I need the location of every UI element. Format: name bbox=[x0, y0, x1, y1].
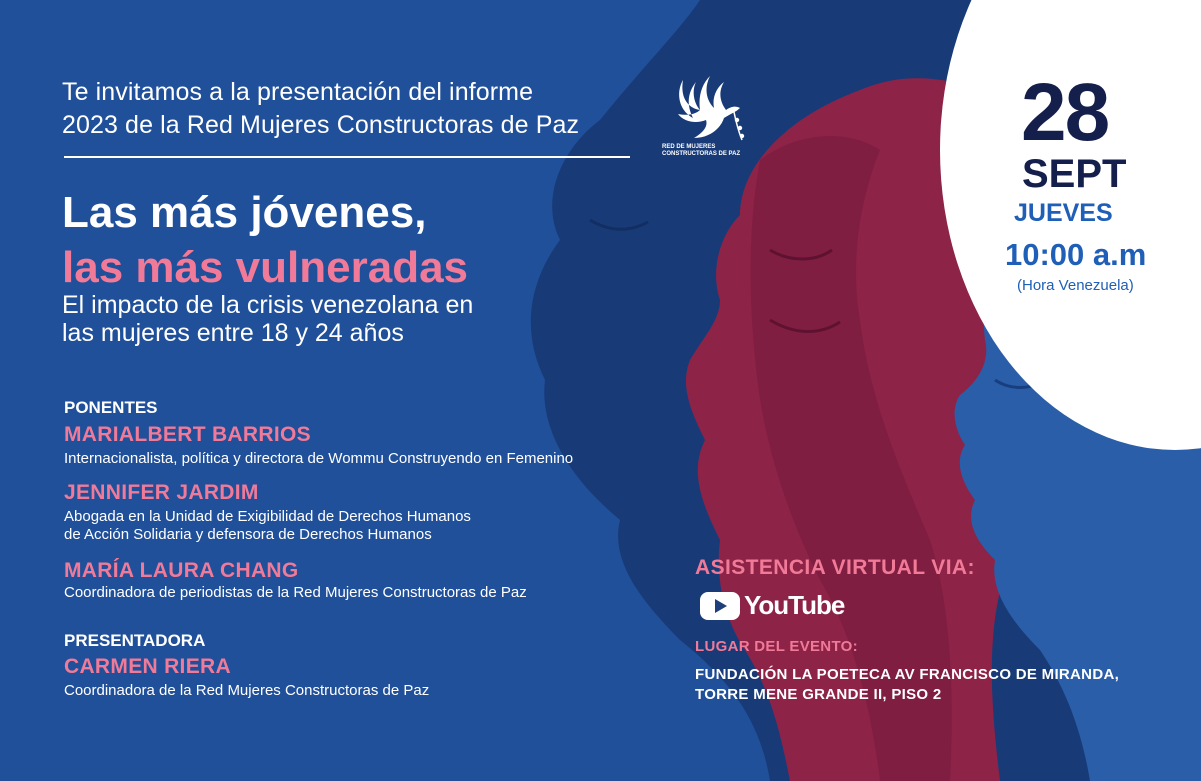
event-day: 28 bbox=[1021, 67, 1109, 158]
speaker-name: JENNIFER JARDIM bbox=[64, 481, 259, 504]
venue-address-line-2: TORRE MENE GRANDE II, PISO 2 bbox=[695, 686, 942, 703]
invitation-line-2: 2023 de la Red Mujeres Constructoras de Paz bbox=[62, 111, 580, 139]
youtube-play-icon bbox=[700, 592, 740, 620]
event-weekday: JUEVES bbox=[1014, 199, 1113, 227]
subtitle-line-1: El impacto de la crisis venezolana en bbox=[62, 291, 474, 319]
title-line-2: las más vulneradas bbox=[62, 243, 469, 292]
logo-text-line-1: RED DE MUJERES bbox=[662, 144, 716, 150]
virtual-attendance-heading: ASISTENCIA VIRTUAL VIA: bbox=[695, 556, 975, 579]
speaker-description: Abogada en la Unidad de Exigibilidad de Derechos Humanos bbox=[64, 508, 471, 525]
logo-text-line-2: CONSTRUCTORAS DE PAZ bbox=[662, 151, 741, 157]
event-month: SEPT bbox=[1022, 152, 1127, 196]
speaker-description: Internacionalista, política y directora de Wommu Construyendo en Femenino bbox=[64, 450, 574, 467]
presenter-heading: PRESENTADORA bbox=[64, 631, 206, 650]
speaker-name: MARIALBERT BARRIOS bbox=[64, 423, 311, 446]
youtube-logo[interactable] bbox=[700, 590, 845, 623]
title-line-1: Las más jóvenes, bbox=[62, 188, 427, 237]
venue-address-line-1: FUNDACIÓN LA POETECA AV FRANCISCO DE MIRANDA, bbox=[695, 666, 1120, 683]
speaker-name: MARÍA LAURA CHANG bbox=[64, 559, 299, 582]
speakers-heading: PONENTES bbox=[64, 398, 158, 417]
header-divider bbox=[64, 156, 630, 158]
youtube-wordmark: YouTube bbox=[744, 590, 845, 620]
event-timezone: (Hora Venezuela) bbox=[1017, 277, 1134, 294]
presenter-description: Coordinadora de la Red Mujeres Constructoras de Paz bbox=[64, 682, 430, 699]
speaker-description: de Acción Solidaria y defensora de Derechos Humanos bbox=[64, 526, 432, 543]
venue-heading: LUGAR DEL EVENTO: bbox=[695, 638, 858, 655]
subtitle-line-2: las mujeres entre 18 y 24 años bbox=[62, 319, 404, 347]
presenter-name: CARMEN RIERA bbox=[64, 655, 231, 678]
invitation-line-1: Te invitamos a la presentación del informe bbox=[62, 78, 534, 106]
speaker-description: Coordinadora de periodistas de la Red Mujeres Constructoras de Paz bbox=[64, 584, 527, 601]
logo-wordmark bbox=[662, 144, 740, 158]
event-time: 10:00 a.m bbox=[1005, 237, 1147, 272]
